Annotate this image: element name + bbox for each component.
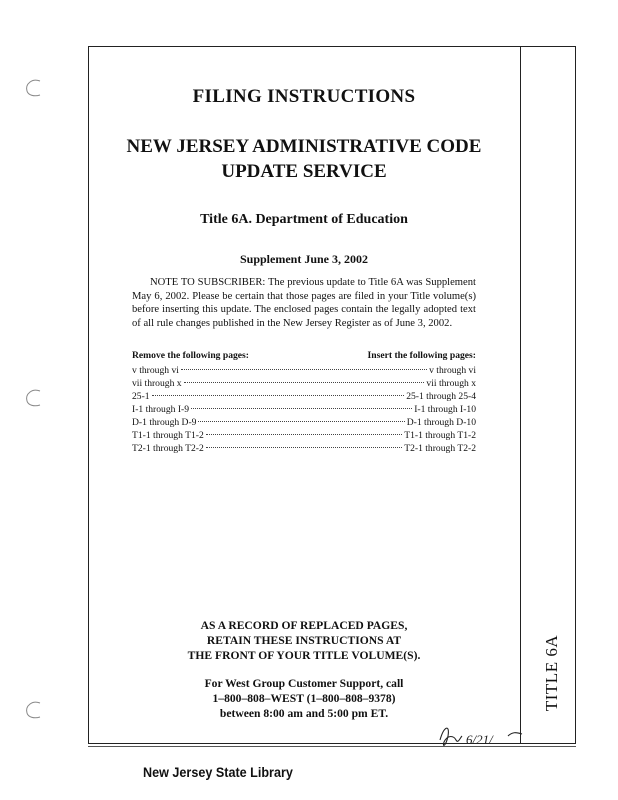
tab-divider (520, 46, 521, 744)
record-line: AS A RECORD OF REPLACED PAGES, (200, 619, 408, 632)
table-header (132, 350, 476, 361)
note-to-subscriber: NOTE TO SUBSCRIBER: The previous update to Title 6A was Supplement May 6, 2002. Please be certain that those pages are filed in your Title volume(s) before inserting this update. The enclosed pages contain the legally adopted text of all rule changes published in the New Jersey Register as of June 3, 2002. (132, 277, 476, 329)
table-row (132, 429, 476, 442)
page-replacement-table (132, 350, 476, 455)
supplement-date: Supplement June 3, 2002 (239, 252, 369, 266)
table-row (132, 416, 476, 429)
insert-pages: vii through x (426, 378, 476, 389)
handwritten-date: 6/21/ (466, 732, 493, 747)
record-notice (88, 618, 520, 663)
dot-leader (206, 447, 402, 448)
support-line: 1–800–808–WEST (1–800–808–9378) (212, 692, 396, 705)
remove-pages: D-1 through D-9 (132, 417, 197, 428)
binder-hole-middle (22, 386, 46, 410)
dot-leader (191, 408, 412, 409)
dot-leader (206, 434, 402, 435)
record-line: RETAIN THESE INSTRUCTIONS AT (206, 634, 402, 647)
insert-pages: T1-1 through T1-2 (404, 430, 476, 441)
insert-pages: D-1 through D-10 (406, 417, 476, 428)
remove-pages: v through vi (132, 365, 179, 376)
remove-pages: 25-1 (132, 391, 150, 402)
code-title (88, 134, 520, 184)
insert-header: Insert the following pages: (367, 350, 476, 361)
department-title: Title 6A. Department of Education (200, 212, 408, 227)
record-line: THE FRONT OF YOUR TITLE VOLUME(S). (187, 649, 421, 662)
dot-leader (181, 369, 427, 370)
remove-pages: T1-1 through T1-2 (132, 430, 204, 441)
insert-pages: I-1 through I-10 (414, 404, 476, 415)
table-row (132, 442, 476, 455)
insert-pages: T2-1 through T2-2 (404, 443, 476, 454)
support-line: For West Group Customer Support, call (204, 677, 404, 690)
binder-hole-top (22, 76, 46, 100)
title-tab (538, 628, 566, 718)
dot-leader (152, 395, 405, 396)
customer-support-info (88, 676, 520, 721)
handwritten-initials (436, 720, 526, 752)
code-title-line: NEW JERSEY ADMINISTRATIVE CODE (126, 136, 482, 157)
dot-leader (184, 382, 425, 383)
insert-pages: 25-1 through 25-4 (406, 391, 476, 402)
table-row (132, 403, 476, 416)
dot-leader (198, 421, 404, 422)
table-row (132, 390, 476, 403)
remove-pages: T2-1 through T2-2 (132, 443, 204, 454)
table-row (132, 377, 476, 390)
remove-pages: I-1 through I-9 (132, 404, 190, 415)
code-title-line: UPDATE SERVICE (221, 161, 387, 182)
remove-pages: vii through x (132, 378, 182, 389)
binder-hole-bottom (22, 698, 46, 722)
remove-header: Remove the following pages: (132, 350, 249, 361)
table-row (132, 364, 476, 377)
insert-pages: v through vi (429, 365, 476, 376)
tab-label: TITLE 6A (542, 634, 562, 712)
library-stamp: New Jersey State Library (143, 764, 293, 780)
support-line: between 8:00 am and 5:00 pm ET. (219, 707, 389, 720)
filing-instructions-heading: FILING INSTRUCTIONS (192, 86, 416, 107)
